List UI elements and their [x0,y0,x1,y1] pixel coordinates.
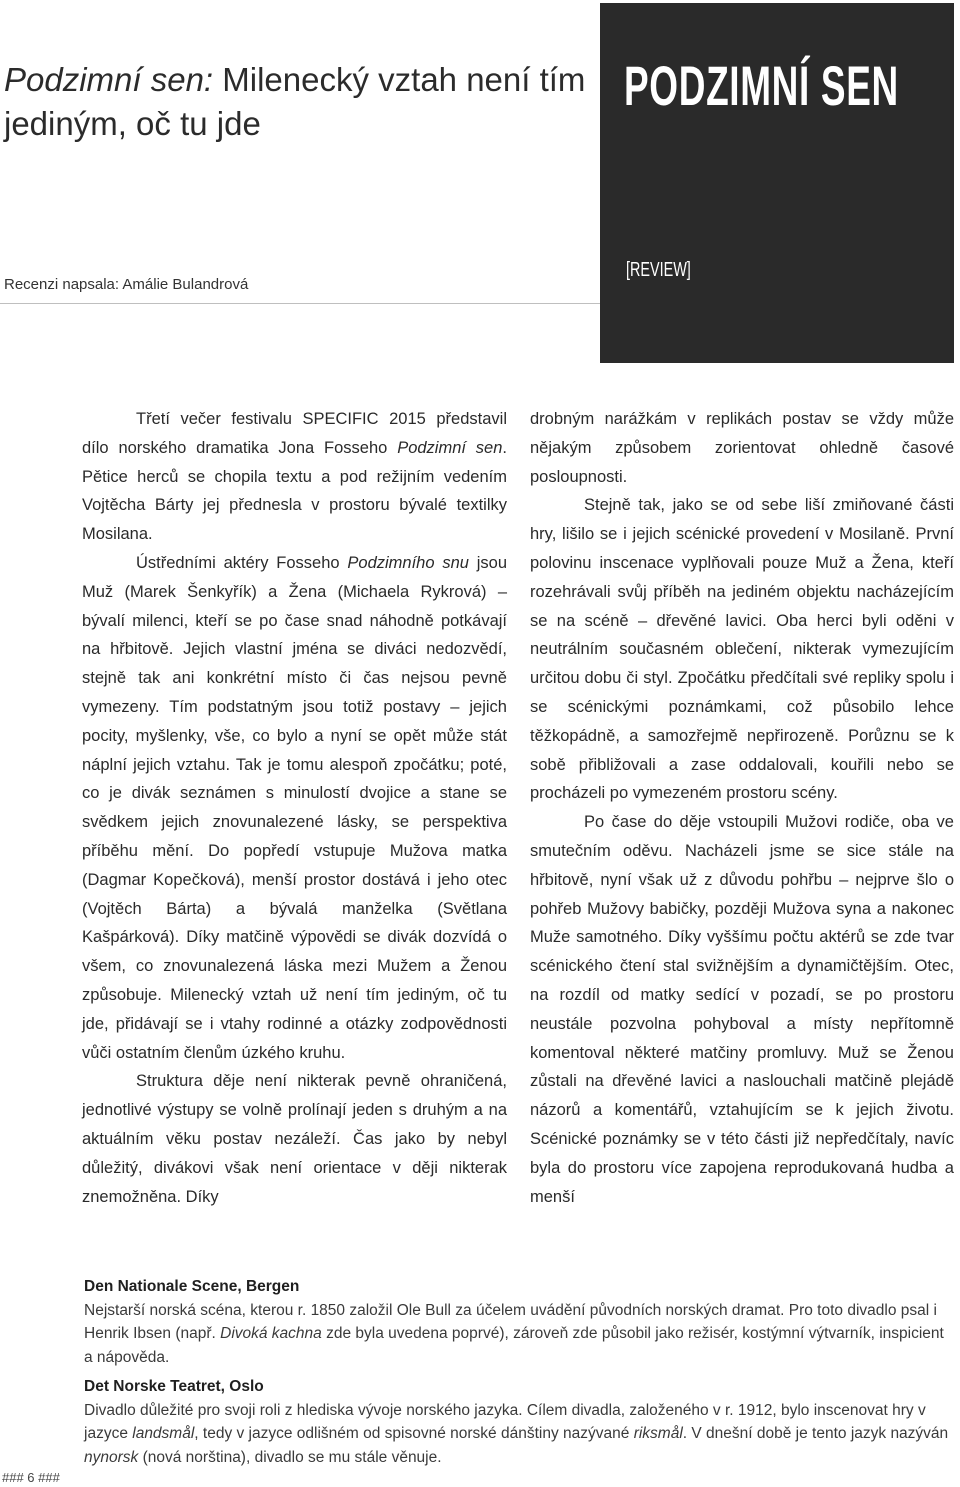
italic-run: landsmål [132,1425,195,1442]
right-paragraph-1: drobným narážkám v replikách postav se vždy může nějakým způsobem zorientovat ohledně časové posloupnosti. [530,410,954,486]
page-number: ### 6 ### [2,1470,60,1485]
headline-italic: Podzimní sen: [4,61,214,98]
italic-run: Divoká kachna [220,1325,322,1342]
text-run: zde byla uvedena poprvé), zároveň zde působil jako režisér, kostýmní výtvarník, inspicient a nápověda. [84,1325,944,1366]
italic-run: Podzimního snu [347,553,469,572]
right-column [530,405,954,1211]
article-headline [4,58,604,146]
panel-title: PODZIMNÍ SEN [624,54,899,117]
footnotes [84,1275,954,1475]
headline-rest: Milenecký vztah není tím jediným, oč tu jde [4,61,586,142]
text-run: Třetí večer festivalu SPECIFIC 2015 představil dílo norského dramatika Jona Fosseho [82,410,507,457]
italic-run: riksmål [633,1425,683,1442]
panel-tag: [REVIEW] [626,259,691,281]
left-paragraph-3: Struktura děje není nikterak pevně ohraničená, jednotlivé výstupy se volně prolínají jeden s druhým a na aktuálním věku postav nezáleží. Čas jako by nebyl důležitý, divákovi však není orientace v ději nikterak znemožněna. Díky [82,1072,507,1206]
right-paragraph-3: Po čase do děje vstoupili Mužovi rodiče, oba ve smutečním oděvu. Nacházeli jsme se sice stále na hřbitově, nyní však už z důvodu pohřbu – nejprve šlo o pohřeb Mužovy babičky, později Mužova syna a nakonec Muže samotného. Díky vyššímu počtu aktérů se zde tvar scénického čtení stal svižnějším a dynamičtějším. Otec, na rozdíl od matky sedící v pozadí, se po prostoru neustále pozvolna pohyboval a místy nepřítomně komentoval některé matčiny promluvy. Muž se Ženou zůstali na dřevěné lavici a naslouchali matčině plejádě názorů a komentářů, vztahujícím se k jejich životu. Scénické poznámky se v této části již nepředčítaly, navíc byla do prostoru více zapojena reprodukovaná hudba a menší [530,813,954,1206]
left-paragraph-2 [82,549,507,1067]
footnote-2 [84,1375,954,1469]
footnote-heading: Den Nationale Scene, Bergen [84,1278,300,1295]
left-column [82,405,507,1211]
footnote-heading: Det Norske Teatret, Oslo [84,1378,264,1395]
byline: Recenzi napsala: Amálie Bulandrová [4,276,249,293]
text-run: (nová norština), divadlo se mu stále věnuje. [138,1448,442,1466]
text-run: Nejstarší norská scéna, kterou r. 1850 založil Ole Bull za účelem uvádění původních norských dramat. Pro toto divadlo psal i Henrik Ibsen (např. [84,1301,937,1342]
title-panel [600,3,954,363]
text-run: Ústředními aktéry Fosseho [136,553,348,572]
text-run: Divadlo důležité pro svoji roli z hlediska vývoje norského jazyka. Cílem divadla, založeného v r. 1912, bylo inscenovat hry v jazyce [84,1401,926,1442]
text-run: . V dnešní době je tento jazyk nazýván [682,1425,949,1442]
divider [0,303,600,304]
left-paragraph-1 [82,405,507,549]
text-run: , tedy v jazyce odlišném od spisovné norské dánštiny nazývané [194,1425,634,1442]
footnote-1 [84,1275,954,1369]
italic-run: Podzimní sen [397,438,503,457]
text-run: . Pětice herců se chopila textu a pod režijním vedením Vojtěcha Bárty jej přednesla v prostoru bývalé textilky Mosilana. [82,438,508,544]
right-paragraph-2: Stejně tak, jako se od sebe liší zmiňované části hry, lišilo se i jejich scénické provedení v Mosilaně. První polovinu inscenace vyplňovali pouze Muž a Žena, kteří rozehrávali svůj příběh na jediném objektu nacházejícím se na scéně – dřevěné lavici. Oba herci byli oděni v neutrálním současném oblečení, nikterak vymezujícím určitou dobu či styl. Zpočátku předčítali své repliky spolu i se scénickými poznámkami, což působilo lehce těžkopádně, a samozřejmě nepřirozeně. Porůznu se k sobě přibližovali a zase oddalovali, kouřili nebo se procházeli po vymezeném prostoru scény. [530,496,954,803]
text-run: jsou Muž (Marek Šenkyřík) a Žena (Michaela Rykrová) – bývalí milenci, kteří se po čase snad náhodně potkávají na hřbitově. Jejich vlastní jména se diváci nedozvědí, stejně tak ani konkrétní místo či čas nejsou pevně vymezeny. Tím podstatným jsou totiž postavy – jejich pocity, myšlenky, vše, co bylo a nyní se opět může stát náplní jejich vztahu. Tak je tomu alespoň zpočátku; poté, co je divák seznámen s minulostí dvojice a stane se svědkem jejich znovunalezené lásky, se perspektiva příběhu mění. Do popředí vstupuje Mužova matka (Dagmar Kopečková), menší prostor dostává i jeho otec (Vojtěch Bárta) a bývalá manželka (Světlana Kašpárková). Díky matčině výpovědi se divák dozvídá o všem, co znovunalezená láska mezi Mužem a Ženou způsobuje. Milenecký vztah už není tím jediným, oč tu jde, přidávají se i vtahy rodinné a otázky zodpovědnosti vůči ostatním členům úzkého kruhu. [82,553,508,1062]
italic-run: nynorsk [84,1448,139,1466]
